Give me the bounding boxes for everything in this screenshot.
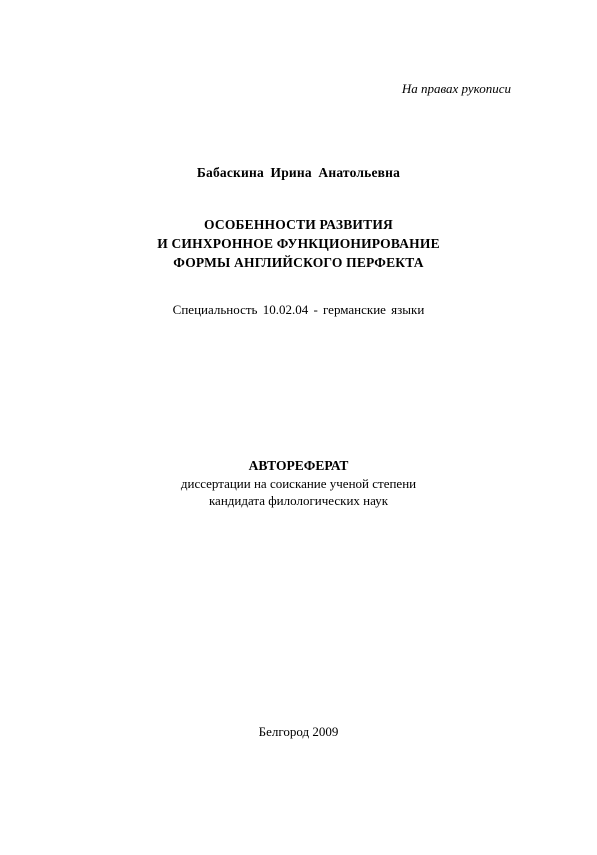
dissertation-description-line: диссертации на соискание ученой степени [180,476,417,491]
dissertation-description [0,475,597,509]
author-name: Бабаскина Ирина Анатольевна [196,165,401,180]
dissertation-description-line: кандидата филологических наук [208,493,389,508]
thesis-title-line: И СИНХРОННОЕ ФУНКЦИОНИРОВАНИЕ [157,236,440,251]
specialty-line: Специальность 10.02.04 - германские языки [172,302,425,317]
thesis-title-line: ОСОБЕННОСТИ РАЗВИТИЯ [204,217,393,232]
manuscript-rights-note: На правах рукописи [401,81,511,96]
place-and-year: Белгород 2009 [258,724,339,739]
document-type-heading: АВТОРЕФЕРАТ [248,458,349,473]
thesis-title [0,215,597,272]
thesis-title-line: ФОРМЫ АНГЛИЙСКОГО ПЕРФЕКТА [173,255,424,270]
